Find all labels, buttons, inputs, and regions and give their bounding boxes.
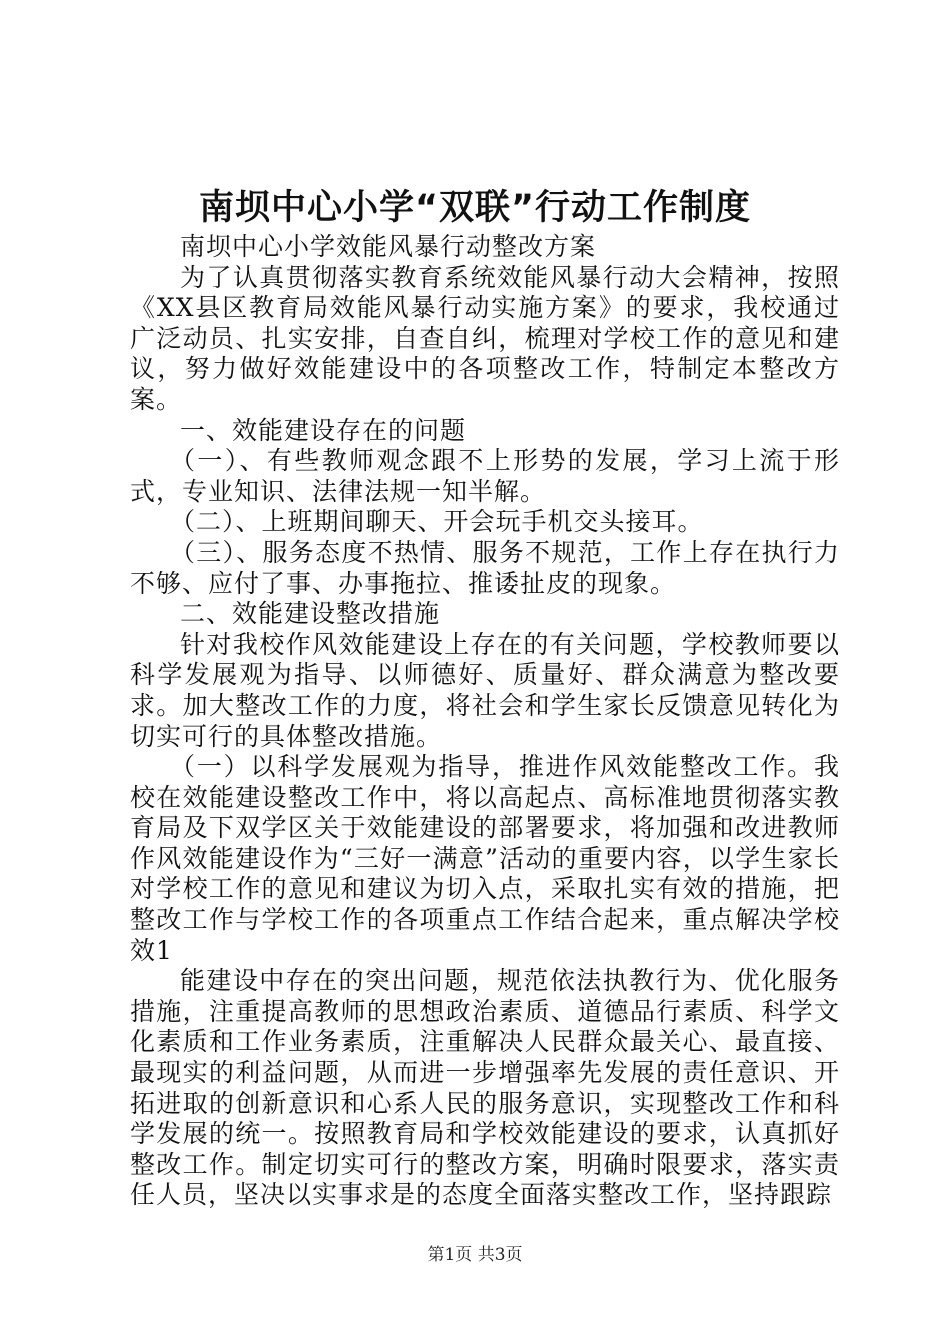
paragraph-problem-3: （三）、服务态度不热情、服务不规范，工作上存在执行力不够、应付了事、办事拖拉、推诿扯皮的现象。	[130, 537, 840, 598]
paragraph-measure-1: （一）以科学发展观为指导，推进作风效能整改工作。我校在效能建设整改工作中，将以高起点、高标准地贯彻落实教育局及下双学区关于效能建设的部署要求，将加强和改进教师作风效能建设作为“三好一满意”活动的重要内容，以学生家长对学校工作的意见和建议为切入点，采取扎实有效的措施，把整改工作与学校工作的各项重点工作结合起来，重点解决学校效1	[130, 752, 840, 965]
document-title: 南坝中心小学“双联”行动工作制度	[198, 188, 751, 228]
paragraph-measures-intro: 针对我校作风效能建设上存在的有关问题，学校教师要以科学发展观为指导、以师德好、质量好、群众满意为整改要求。加大整改工作的力度，将社会和学生家长反馈意见转化为切实可行的具体整改措施。	[130, 629, 840, 751]
section-heading-measures: 二、效能建设整改措施	[180, 599, 441, 629]
paragraph-problem-1: （一）、有些教师观念跟不上形势的发展，学习上流于形式，专业知识、法律法规一知半解。	[130, 446, 840, 506]
document-body	[130, 232, 840, 1211]
paragraph-continuation: 能建设中存在的突出问题，规范依法执教行为、优化服务措施，注重提高教师的思想政治素质、道德品行素质、科学文化素质和工作业务素质，注重解决人民群众最关心、最直接、最现实的利益问题，从而进一步增强率先发展的责任意识、开拓进取的创新意识和心系人民的服务意识，实现整改工作和科学发展的统一。按照教育局和学校效能建设的要求，认真抓好整改工作。制定切实可行的整改方案，明确时限要求，落实责任人员，坚决以实事求是的态度全面落实整改工作，坚持跟踪	[130, 966, 840, 1210]
paragraph-problem-2: （二）、上班期间聊天、开会玩手机交头接耳。	[170, 507, 704, 537]
paragraph-subtitle: 南坝中心小学效能风暴行动整改方案	[180, 232, 597, 261]
page-footer: 第1页 共3页	[427, 1245, 523, 1265]
section-heading-problems: 一、效能建设存在的问题	[180, 415, 467, 445]
paragraph-intro: 为了认真贯彻落实教育系统效能风暴行动大会精神，按照《XX县区教育局效能风暴行动实施方案》的要求，我校通过广泛动员、扎实安排，自查自纠，梳理对学校工作的意见和建议，努力做好效能建设中的各项整改工作，特制定本整改方案。	[130, 262, 840, 414]
